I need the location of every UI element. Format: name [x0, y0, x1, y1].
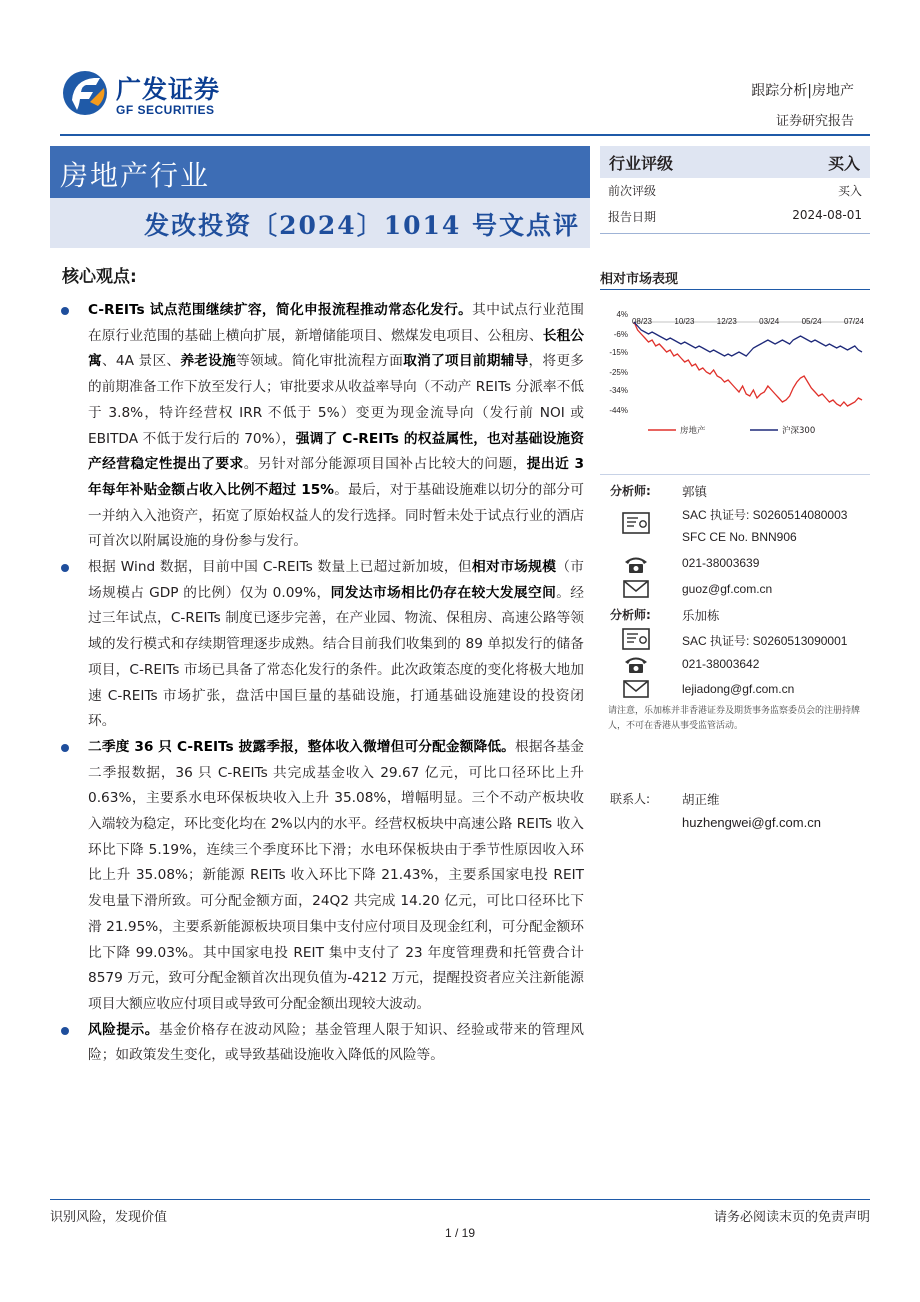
legend-label-1: 房地产 — [680, 426, 706, 436]
y-tick-label: -44% — [609, 406, 628, 415]
contact-email[interactable]: huzhengwei@gf.com.cn — [682, 815, 821, 830]
rating-value: 买入 — [827, 154, 860, 173]
analyst-1-label: 分析师: — [610, 484, 651, 498]
analyst-2-email[interactable]: lejiadong@gf.com.cn — [682, 682, 795, 696]
x-tick-label: 08/23 — [631, 317, 653, 326]
analyst-2-label: 分析师: — [610, 608, 651, 622]
report-date-row — [608, 208, 862, 226]
phone-icon — [622, 553, 650, 575]
core-bullet-2: 根据 Wind 数据，目前中国 C-REITs 数量上已超过新加坡，但相对市场规模（市场规模占 GDP 的比例）仅为 0.09%，同发达市场相比仍存在较大发展空间。经过三年试点，C-REITs 制度已逐步完善，在产业园、物流、保租房、高速公路等领域的发行模式和存续期管理逐步成熟。结合目前我们收集到的 89 单拟发行的储备项目，C-REITs 市场已具备了常态化发行的条件。此次政策态度的变化将极大地加速 C-REITs 市场扩张，盘活中国巨量的基础设施，打通基础设施建设的投资闭环。 — [60, 555, 584, 735]
previous-rating-value: 买入 — [837, 184, 862, 198]
core-bullet-4: 风险提示。基金价格存在波动风险；基金管理人限于知识、经验或带来的管理风险；如政策发生变化，或导致基础设施收入降低的风险等。 — [60, 1018, 584, 1069]
logo-cn-text: 广发证券 — [116, 75, 221, 104]
core-bullet-3: 二季度 36 只 C-REITs 披露季报，整体收入微增但可分配金额降低。根据各基金二季报数据，36 只 C-REITs 共完成基金收入 29.67 亿元，可比口径环比上升 0.63%，主要系水电环保板块收入上升 35.08%，增幅明显。三个不动产板块收入端较为稳定，环比变化均在 2%以内的水平。经营权板块中高速公路 REITs 收入环比下降 5.19%，连续三个季度环比下滑；水电环保板块由于季节性原因收入环比上升 35.08%；新能源 REITs 收入环比下降 21.43%，主要系国家电投 REIT 发电量下滑所致。可分配金额方面，24Q2 共完成 14.20 亿元，可比口径环比下滑 21.95%，主要系新能源板块项目集中支付应付项目及现金红利，可分配金额环比下降 99.03%。其中国家电投 REIT 集中支付了 23 年度管理费和托管费合计 8579 万元，致可分配金额首次出现负值为-4212 万元，提醒投资者应关注新能源项目大额应收应付项目或导致可分配金额出现较大波动。 — [60, 735, 584, 1018]
x-tick-label: 03/24 — [759, 317, 780, 326]
rating-header — [600, 146, 870, 178]
core-views-list — [60, 298, 584, 1069]
contact-label: 联系人: — [610, 792, 651, 806]
market-performance-title: 相对市场表现 — [600, 272, 679, 287]
footer-disclaimer: 请务必阅读末页的免责声明 — [713, 1210, 870, 1225]
x-tick-label: 05/24 — [801, 317, 822, 326]
contact-name: 胡正维 — [682, 792, 720, 807]
previous-rating-row — [608, 182, 862, 200]
header-divider — [60, 134, 870, 136]
industry-title: 房地产行业 — [60, 159, 211, 192]
y-tick-label: -34% — [609, 386, 628, 395]
y-tick-label: -15% — [609, 348, 628, 357]
market-performance-divider — [600, 289, 870, 290]
rating-divider — [600, 233, 870, 234]
analyst-1-sac: SAC 执证号: S0260514080003 — [682, 508, 848, 522]
analyst-section-divider — [600, 474, 870, 475]
report-date-label: 报告日期 — [608, 210, 657, 224]
previous-rating-label: 前次评级 — [608, 184, 657, 198]
report-type: 跟踪分析|房地产 — [751, 83, 854, 99]
core-views-title: 核心观点: — [62, 267, 137, 287]
x-tick-label: 10/23 — [674, 317, 695, 326]
gf-logo — [60, 66, 250, 126]
analyst-2-phone: 021-38003642 — [682, 657, 760, 671]
analyst-1-phone: 021-38003639 — [682, 556, 760, 570]
email-icon — [622, 678, 650, 700]
analyst-2-sac: SAC 执证号: S0260513090001 — [682, 634, 848, 648]
y-tick-label: -25% — [609, 368, 628, 377]
footer-divider — [50, 1199, 870, 1200]
page-number: 1 / 19 — [444, 1226, 476, 1240]
logo-en-text: GF SECURITIES — [116, 103, 215, 117]
rating-label: 行业评级 — [609, 154, 674, 173]
report-title-banner — [50, 198, 590, 248]
relative-performance-chart — [600, 302, 870, 442]
x-tick-label: 07/24 — [843, 317, 865, 326]
y-tick-label: -6% — [613, 330, 628, 339]
footer-slogan: 识别风险，发现价值 — [50, 1210, 168, 1225]
certificate-icon — [622, 512, 650, 534]
analyst-1-sfc: SFC CE No. BNN906 — [682, 530, 797, 544]
report-date-value: 2024-08-01 — [792, 208, 862, 222]
y-tick-label: 4% — [616, 310, 628, 319]
email-icon — [622, 578, 650, 600]
report-title: 发改投资〔2024〕1014 号文点评 — [144, 211, 580, 240]
analyst-1-email[interactable]: guoz@gf.com.cn — [682, 582, 773, 596]
report-category: 证券研究报告 — [775, 114, 854, 129]
x-tick-label: 12/23 — [716, 317, 737, 326]
analyst-1-name: 郭镇 — [682, 484, 708, 499]
phone-icon — [622, 653, 650, 675]
license-notice: 请注意，乐加栋并非香港证券及期货事务监察委员会的注册持牌人，不可在香港从事受监管活动。 — [608, 706, 861, 731]
industry-banner — [50, 146, 590, 198]
series-line-1 — [634, 322, 862, 406]
legend-label-2: 沪深300 — [782, 426, 816, 436]
core-bullet-1: C-REITs 试点范围继续扩容，简化申报流程推动常态化发行。其中试点行业范围在原行业范围的基础上横向扩展，新增储能项目、燃煤发电项目、公租房、长租公寓、4A 景区、养老设施等领域。简化审批流程方面取消了项目前期辅导，将更多的前期准备工作下放至发行人；审批要求从收益率导向（不动产 REITs 分派率不低于 3.8%，特许经营权 IRR 不低于 5%）变更为现金流导向（发行前 NOI 或 EBITDA 不低于发行后的 70%），强调了 C-REITs 的权益属性，也对基础设施资产经营稳定性提出了要求。另针对部分能源项目国补占比较大的问题，提出近 3 年每年补贴金额占收入比例不超过 15%。最后，对于基础设施难以切分的部分可一并纳入入池资产，拓宽了原始权益人的发行选择。同时暂未处于试点行业的酒店可首次以附属设施的身份参与发行。 — [60, 298, 584, 555]
analyst-2-name: 乐加栋 — [682, 608, 720, 623]
certificate-icon — [622, 628, 650, 650]
gf-logo-icon — [60, 68, 110, 118]
